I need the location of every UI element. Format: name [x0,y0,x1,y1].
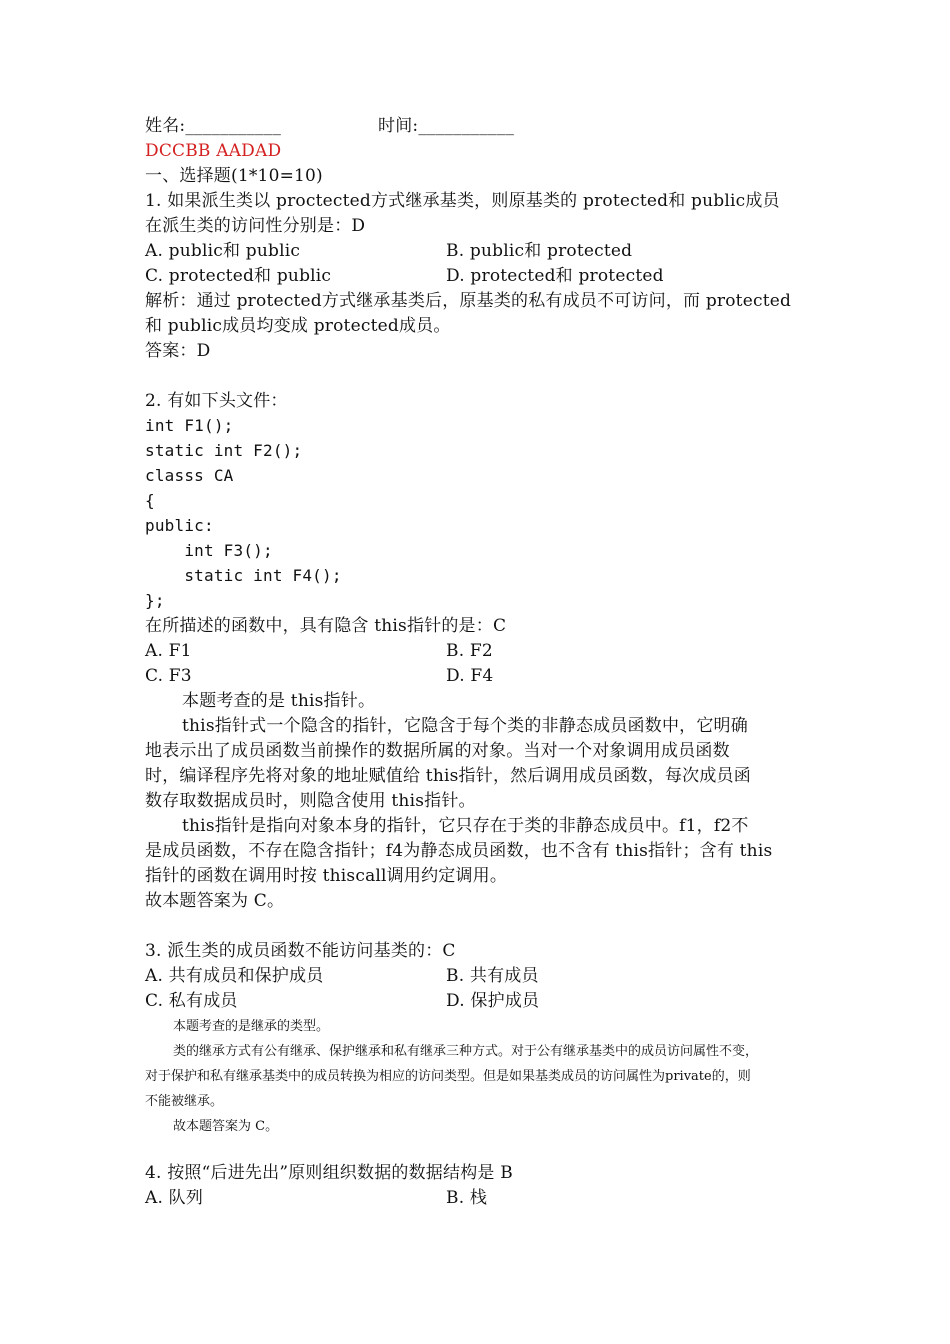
q3-option-b: B. 共有成员 [446,966,539,986]
q2-explanation-line: 是成员函数，不存在隐含指针；f4为静态成员函数，也不含有 this指针；含有 this [145,841,773,861]
q4-option-b: B. 栈 [446,1188,488,1208]
code-line: int F1(); [145,416,234,435]
code-line: { [145,491,155,510]
q1-option-d: D. protected和 protected [446,266,664,286]
code-line: static int F2(); [145,441,303,460]
q3-option-d: D. 保护成员 [446,991,540,1011]
q1-stem-line1: 1. 如果派生类以 proctected方式继承基类，则原基类的 protected和 public成员 [145,191,780,211]
name-field-label: 姓名:___________ [145,116,282,136]
q4-stem: 4. 按照“后进先出”原则组织数据的数据结构是 B [145,1163,513,1183]
section-title: 一、选择题(1*10=10) [145,166,323,186]
q2-explanation-line: 故本题答案为 C。 [145,891,285,911]
q3-explanation-line: 故本题答案为 C。 [173,1119,279,1134]
q2-question: 在所描述的函数中，具有隐含 this指针的是：C [145,616,507,636]
q3-option-c: C. 私有成员 [145,991,238,1011]
q2-option-b: B. F2 [446,641,493,661]
q1-answer: 答案：D [145,341,211,361]
q1-option-b: B. public和 protected [446,241,633,261]
q2-explanation-line: this指针是指向对象本身的指针，它只存在于类的非静态成员中。f1，f2不 [182,816,749,836]
q2-explanation-line: 数存取数据成员时，则隐含使用 this指针。 [145,791,476,811]
q1-explanation-line1: 解析：通过 protected方式继承基类后，原基类的私有成员不可访问，而 protected [145,291,792,311]
code-line: public: [145,516,214,535]
code-line: }; [145,591,165,610]
q3-explanation-line: 本题考查的是继承的类型。 [173,1019,330,1034]
q2-stem: 2. 有如下头文件： [145,391,288,411]
q2-explanation-line: this指针式一个隐含的指针，它隐含于每个类的非静态成员函数中，它明确 [182,716,748,736]
q2-explanation-line: 时，编译程序先将对象的地址赋值给 this指针，然后调用成员函数，每次成员函 [145,766,751,786]
code-line: classs CA [145,466,234,485]
q1-option-c: C. protected和 public [145,266,332,286]
q3-explanation-line: 不能被继承。 [145,1094,224,1109]
q3-explanation-line: 对于保护和私有继承基类中的成员转换为相应的访问类型。但是如果基类成员的访问属性为private的，则 [145,1069,751,1084]
code-line: int F3(); [145,541,273,560]
q2-explanation-line: 本题考查的是 this指针。 [182,691,376,711]
time-field-label: 时间:___________ [378,116,515,136]
q1-stem-line2: 在派生类的访问性分别是：D [145,216,366,236]
q3-option-a: A. 共有成员和保护成员 [145,966,324,986]
q4-option-a: A. 队列 [145,1188,204,1208]
q1-option-a: A. public和 public [145,241,301,261]
q2-explanation-line: 地表示出了成员函数当前操作的数据所属的对象。当对一个对象调用成员函数 [145,741,730,761]
q2-explanation-line: 指针的函数在调用时按 thiscall调用约定调用。 [145,866,508,886]
q1-explanation-line2: 和 public成员均变成 protected成员。 [145,316,451,336]
q3-stem: 3. 派生类的成员函数不能访问基类的：C [145,941,456,961]
q2-option-d: D. F4 [446,666,494,686]
code-line: static int F4(); [145,566,342,585]
q2-option-a: A. F1 [145,641,192,661]
q2-option-c: C. F3 [145,666,192,686]
q3-explanation-line: 类的继承方式有公有继承、保护继承和私有继承三种方式。对于公有继承基类中的成员访问属性不变， [173,1044,759,1059]
answer-key: DCCBB AADAD [145,141,282,161]
